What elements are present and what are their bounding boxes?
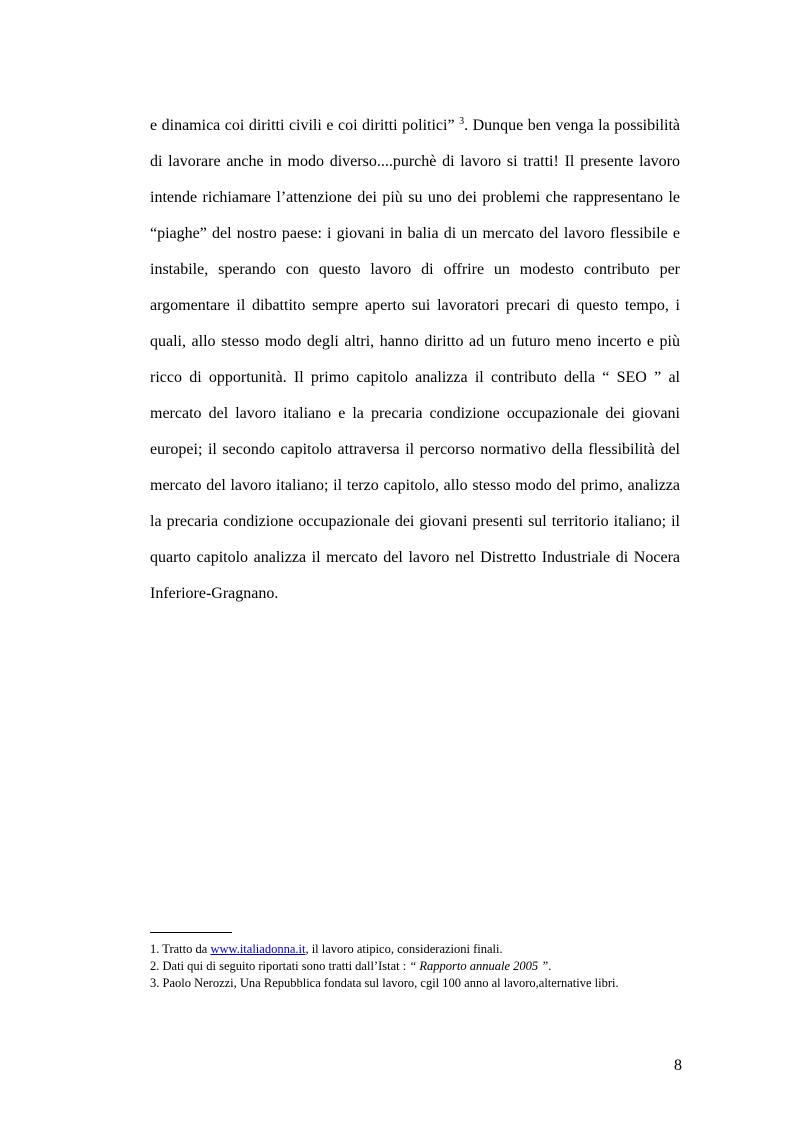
footnote-1: 1. Tratto da www.italiadonna.it, il lavoro atipico, considerazioni finali. (150, 942, 503, 956)
text-line-1: e dinamica coi diritti civili e coi diritti politici” $^3$. Dunque ben venga la possibilità (150, 116, 681, 134)
text-line-12: la precaria condizione occupazionale dei giovani presenti sul territorio italiano; il (150, 513, 680, 530)
page-number: 8 (674, 1057, 682, 1074)
text-line-10: europei; il secondo capitolo attraversa il percorso normativo della flessibilità del (150, 441, 680, 458)
footnote-2: 2. Dati qui di seguito riportati sono tratti dall’Istat : “ Rapporto annuale 2005 ”. (150, 959, 552, 973)
text-line-5: instabile, sperando con questo lavoro di offrire un modesto contributo per (150, 261, 680, 278)
text-line-9: mercato del lavoro italiano e la precaria condizione occupazionale dei giovani (150, 405, 680, 422)
footnote-link[interactable]: www.italiadonna.it (210, 942, 306, 956)
text-line-14: Inferiore-Gragnano. (150, 585, 279, 602)
footnote-3: 3. Paolo Nerozzi, Una Repubblica fondata sul lavoro, cgil 100 anno al lavoro,alternative libri. (150, 976, 619, 990)
text-line-2: di lavorare anche in modo diverso....purchè di lavoro si tratti! Il presente lavoro (150, 153, 680, 170)
body-paragraph (150, 108, 680, 612)
text-line-7: quali, allo stesso modo degli altri, hanno diritto ad un futuro meno incerto e più (150, 333, 680, 350)
text-line-3: intende richiamare l’attenzione dei più su uno dei problemi che rappresentano le (150, 189, 680, 206)
text-line-11: mercato del lavoro italiano; il terzo capitolo, allo stesso modo del primo, analizza (150, 477, 680, 494)
text-line-13: quarto capitolo analizza il mercato del lavoro nel Distretto Industriale di Nocera (150, 549, 680, 566)
text-line-4: “piaghe” del nostro paese: i giovani in balia di un mercato del lavoro flessibile e (150, 225, 680, 242)
footnotes (150, 941, 710, 992)
footnote-title: “ Rapporto annuale 2005 ” (409, 959, 549, 973)
text-line-6: argomentare il dibattito sempre aperto sui lavoratori precari di questo tempo, i (150, 297, 680, 314)
footnote-ref-3: 3 (459, 116, 465, 127)
footnote-separator (150, 932, 232, 933)
text-line-8: ricco di opportunità. Il primo capitolo analizza il contributo della “ SEO ” al (150, 369, 680, 386)
